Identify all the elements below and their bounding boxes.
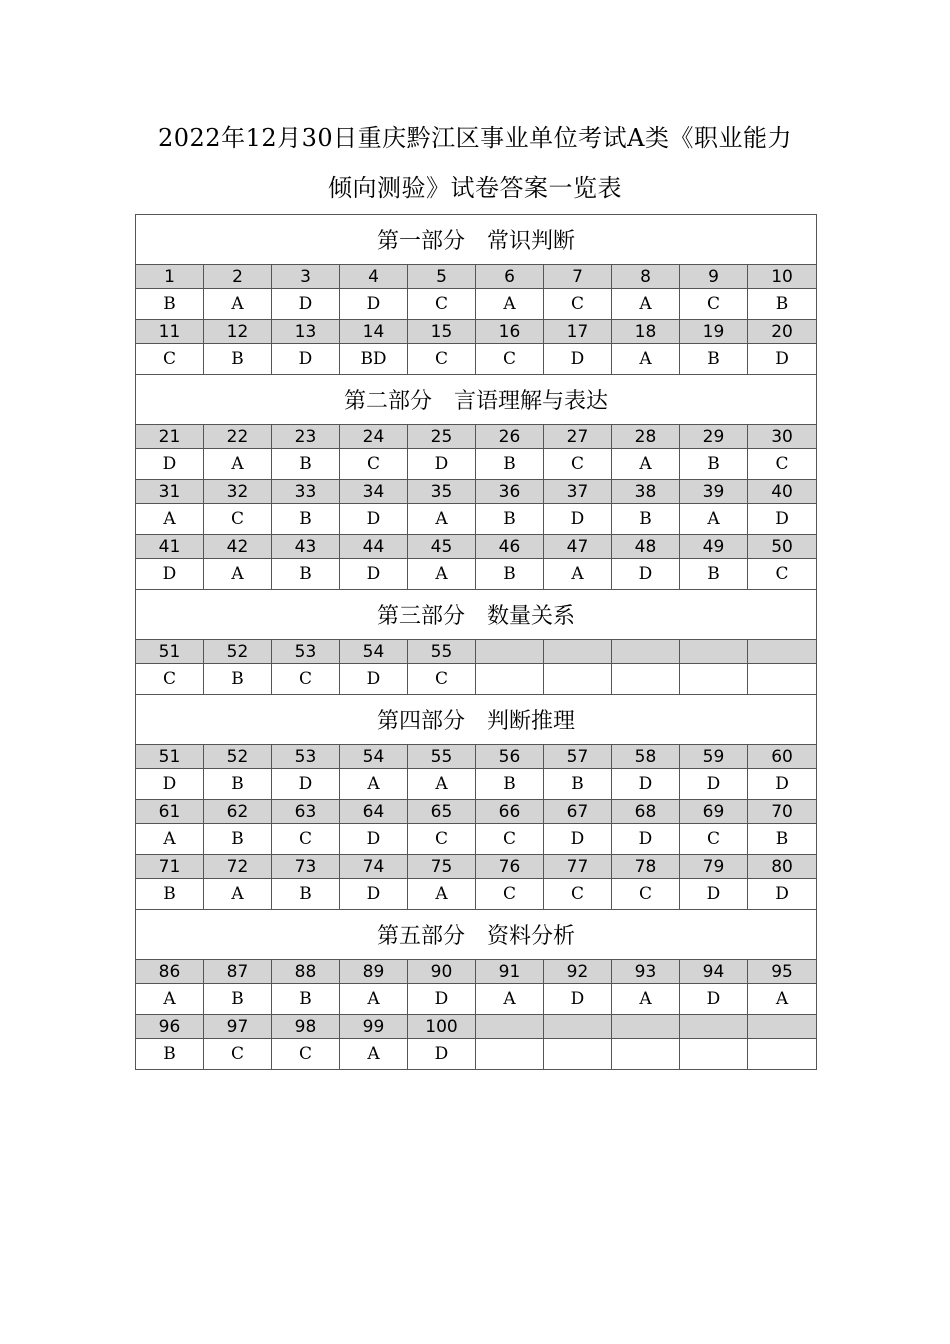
question-number-cell: 18 — [612, 320, 680, 344]
question-number-cell: 99 — [340, 1015, 408, 1039]
question-number-cell: 97 — [204, 1015, 272, 1039]
answer-cell: C — [272, 1039, 340, 1070]
question-number-cell — [544, 1015, 612, 1039]
answer-cell: B — [204, 984, 272, 1015]
answer-cell: D — [408, 449, 476, 480]
question-number-cell: 25 — [408, 425, 476, 449]
question-number-cell: 74 — [340, 855, 408, 879]
question-number-cell: 89 — [340, 960, 408, 984]
answer-cell: A — [408, 559, 476, 590]
answer-cell: D — [408, 1039, 476, 1070]
question-number-cell: 55 — [408, 745, 476, 769]
section-header-row — [136, 695, 817, 745]
section-heading: 第四部分 判断推理 — [136, 695, 817, 745]
question-number-cell: 3 — [272, 265, 340, 289]
answer-cell: D — [544, 504, 612, 535]
answer-cell: D — [748, 879, 817, 910]
question-number-cell: 35 — [408, 480, 476, 504]
answer-cell: A — [748, 984, 817, 1015]
answer-cell: B — [136, 289, 204, 320]
answer-row — [136, 449, 817, 480]
section-heading: 第一部分 常识判断 — [136, 215, 817, 265]
question-number-cell: 53 — [272, 640, 340, 664]
question-number-cell: 64 — [340, 800, 408, 824]
question-number-cell: 93 — [612, 960, 680, 984]
question-number-cell: 33 — [272, 480, 340, 504]
answer-cell: B — [204, 824, 272, 855]
answer-cell: C — [748, 449, 817, 480]
question-number-cell: 52 — [204, 745, 272, 769]
answer-cell: B — [136, 879, 204, 910]
answer-cell — [680, 664, 748, 695]
answer-cell: B — [748, 824, 817, 855]
answer-cell: D — [136, 769, 204, 800]
question-number-cell: 86 — [136, 960, 204, 984]
question-number-cell: 47 — [544, 535, 612, 559]
answer-row — [136, 344, 817, 375]
question-number-cell: 45 — [408, 535, 476, 559]
question-number-cell: 63 — [272, 800, 340, 824]
answer-cell: B — [272, 449, 340, 480]
answer-cell: D — [544, 984, 612, 1015]
answer-cell: C — [136, 664, 204, 695]
question-number-cell: 16 — [476, 320, 544, 344]
document-title-line-1: 2022年12月30日重庆黔江区事业单位考试A类《职业能力 — [158, 124, 792, 152]
question-number-cell: 92 — [544, 960, 612, 984]
answer-cell: D — [136, 559, 204, 590]
answer-cell: B — [476, 769, 544, 800]
answer-cell — [544, 1039, 612, 1070]
question-number-cell: 6 — [476, 265, 544, 289]
question-number-cell: 37 — [544, 480, 612, 504]
answer-row — [136, 769, 817, 800]
answer-cell: C — [408, 344, 476, 375]
question-number-cell: 98 — [272, 1015, 340, 1039]
question-number-cell: 36 — [476, 480, 544, 504]
answer-cell — [544, 664, 612, 695]
answer-cell: B — [612, 504, 680, 535]
answer-cell: D — [612, 559, 680, 590]
question-number-cell: 95 — [748, 960, 817, 984]
section-header-row — [136, 215, 817, 265]
question-number-cell: 59 — [680, 745, 748, 769]
question-number-cell — [680, 640, 748, 664]
answer-cell: A — [408, 769, 476, 800]
question-number-cell: 41 — [136, 535, 204, 559]
section-header-row — [136, 590, 817, 640]
question-number-cell: 12 — [204, 320, 272, 344]
section-heading: 第三部分 数量关系 — [136, 590, 817, 640]
question-number-cell — [476, 640, 544, 664]
answer-cell: D — [612, 824, 680, 855]
question-number-cell: 51 — [136, 640, 204, 664]
answer-cell: D — [340, 824, 408, 855]
question-number-cell: 75 — [408, 855, 476, 879]
answer-cell: C — [408, 664, 476, 695]
answer-cell: C — [272, 664, 340, 695]
question-number-cell: 73 — [272, 855, 340, 879]
answer-cell — [748, 664, 817, 695]
question-number-row — [136, 320, 817, 344]
answer-cell: D — [340, 559, 408, 590]
answer-row — [136, 984, 817, 1015]
question-number-cell: 50 — [748, 535, 817, 559]
question-number-cell: 87 — [204, 960, 272, 984]
question-number-cell: 90 — [408, 960, 476, 984]
answer-cell: C — [544, 289, 612, 320]
question-number-cell: 10 — [748, 265, 817, 289]
question-number-cell: 23 — [272, 425, 340, 449]
answer-cell: D — [680, 879, 748, 910]
question-number-cell: 53 — [272, 745, 340, 769]
question-number-cell: 61 — [136, 800, 204, 824]
question-number-row — [136, 745, 817, 769]
question-number-cell: 94 — [680, 960, 748, 984]
answer-cell: B — [272, 559, 340, 590]
question-number-cell: 24 — [340, 425, 408, 449]
answer-cell: D — [340, 664, 408, 695]
question-number-row — [136, 855, 817, 879]
answer-cell: A — [476, 984, 544, 1015]
answer-cell: C — [476, 879, 544, 910]
question-number-row — [136, 535, 817, 559]
question-number-cell: 69 — [680, 800, 748, 824]
answer-cell: D — [272, 289, 340, 320]
answer-cell: B — [272, 879, 340, 910]
answer-cell: C — [476, 824, 544, 855]
answer-row — [136, 824, 817, 855]
question-number-cell: 39 — [680, 480, 748, 504]
answer-cell: A — [476, 289, 544, 320]
question-number-cell: 76 — [476, 855, 544, 879]
answer-cell: A — [136, 984, 204, 1015]
answer-cell: B — [748, 289, 817, 320]
question-number-cell: 32 — [204, 480, 272, 504]
question-number-row — [136, 800, 817, 824]
question-number-cell: 7 — [544, 265, 612, 289]
question-number-row — [136, 1015, 817, 1039]
question-number-cell — [476, 1015, 544, 1039]
answer-cell: D — [680, 984, 748, 1015]
answer-cell: C — [204, 504, 272, 535]
answer-cell: D — [544, 344, 612, 375]
answer-cell: B — [476, 504, 544, 535]
question-number-cell: 28 — [612, 425, 680, 449]
question-number-cell: 22 — [204, 425, 272, 449]
answer-cell: C — [680, 824, 748, 855]
question-number-cell: 26 — [476, 425, 544, 449]
answer-row — [136, 289, 817, 320]
question-number-cell: 67 — [544, 800, 612, 824]
answer-cell: B — [204, 769, 272, 800]
answer-cell — [476, 1039, 544, 1070]
answer-cell: BD — [340, 344, 408, 375]
question-number-cell — [748, 640, 817, 664]
answer-cell: A — [408, 504, 476, 535]
section-header-row — [136, 375, 817, 425]
question-number-cell: 15 — [408, 320, 476, 344]
answer-cell: A — [612, 289, 680, 320]
question-number-cell: 71 — [136, 855, 204, 879]
question-number-row — [136, 640, 817, 664]
answer-cell: A — [612, 449, 680, 480]
answer-cell: A — [204, 879, 272, 910]
answer-cell: A — [204, 449, 272, 480]
answer-cell: D — [340, 504, 408, 535]
question-number-row — [136, 265, 817, 289]
question-number-cell: 49 — [680, 535, 748, 559]
answer-cell — [680, 1039, 748, 1070]
section-heading: 第二部分 言语理解与表达 — [136, 375, 817, 425]
answer-cell: B — [272, 504, 340, 535]
answer-cell: A — [340, 984, 408, 1015]
answer-table — [135, 214, 817, 1070]
answer-cell: B — [476, 449, 544, 480]
answer-row — [136, 879, 817, 910]
question-number-cell — [612, 1015, 680, 1039]
answer-cell: D — [612, 769, 680, 800]
question-number-cell: 48 — [612, 535, 680, 559]
question-number-cell: 11 — [136, 320, 204, 344]
question-number-row — [136, 425, 817, 449]
answer-cell: D — [340, 289, 408, 320]
question-number-row — [136, 480, 817, 504]
question-number-cell: 88 — [272, 960, 340, 984]
answer-cell: D — [408, 984, 476, 1015]
answer-cell: C — [408, 824, 476, 855]
answer-cell: A — [204, 559, 272, 590]
answer-cell: D — [748, 769, 817, 800]
answer-cell: D — [680, 769, 748, 800]
question-number-cell: 38 — [612, 480, 680, 504]
question-number-row — [136, 960, 817, 984]
question-number-cell: 44 — [340, 535, 408, 559]
question-number-cell: 21 — [136, 425, 204, 449]
answer-row — [136, 504, 817, 535]
answer-cell: A — [612, 344, 680, 375]
question-number-cell: 57 — [544, 745, 612, 769]
answer-cell: B — [204, 664, 272, 695]
answer-cell: C — [748, 559, 817, 590]
section-header-row — [136, 910, 817, 960]
answer-cell: C — [612, 879, 680, 910]
answer-cell: C — [204, 1039, 272, 1070]
question-number-cell: 8 — [612, 265, 680, 289]
question-number-cell: 29 — [680, 425, 748, 449]
question-number-cell: 43 — [272, 535, 340, 559]
question-number-cell: 42 — [204, 535, 272, 559]
answer-cell: D — [272, 344, 340, 375]
answer-cell: D — [272, 769, 340, 800]
question-number-cell: 80 — [748, 855, 817, 879]
question-number-cell: 79 — [680, 855, 748, 879]
question-number-cell: 27 — [544, 425, 612, 449]
answer-cell: A — [204, 289, 272, 320]
answer-cell: A — [136, 824, 204, 855]
answer-cell: D — [544, 824, 612, 855]
answer-cell: B — [136, 1039, 204, 1070]
question-number-cell: 96 — [136, 1015, 204, 1039]
question-number-cell: 2 — [204, 265, 272, 289]
question-number-cell: 4 — [340, 265, 408, 289]
answer-cell: C — [408, 289, 476, 320]
question-number-cell: 54 — [340, 745, 408, 769]
question-number-cell: 58 — [612, 745, 680, 769]
question-number-cell: 100 — [408, 1015, 476, 1039]
answer-cell: B — [476, 559, 544, 590]
question-number-cell — [748, 1015, 817, 1039]
question-number-cell: 54 — [340, 640, 408, 664]
answer-cell: D — [136, 449, 204, 480]
question-number-cell: 72 — [204, 855, 272, 879]
answer-row — [136, 559, 817, 590]
answer-cell: C — [544, 879, 612, 910]
answer-cell: B — [680, 559, 748, 590]
answer-cell — [476, 664, 544, 695]
answer-cell — [748, 1039, 817, 1070]
answer-cell — [612, 664, 680, 695]
question-number-cell: 46 — [476, 535, 544, 559]
question-number-cell: 20 — [748, 320, 817, 344]
answer-cell: D — [340, 879, 408, 910]
question-number-cell: 34 — [340, 480, 408, 504]
question-number-cell: 78 — [612, 855, 680, 879]
question-number-cell: 56 — [476, 745, 544, 769]
question-number-cell: 62 — [204, 800, 272, 824]
answer-cell: D — [748, 504, 817, 535]
answer-cell: C — [340, 449, 408, 480]
question-number-cell — [612, 640, 680, 664]
answer-cell: B — [272, 984, 340, 1015]
answer-cell: C — [544, 449, 612, 480]
answer-cell: C — [476, 344, 544, 375]
question-number-cell: 77 — [544, 855, 612, 879]
question-number-cell: 14 — [340, 320, 408, 344]
answer-cell: B — [544, 769, 612, 800]
answer-cell — [612, 1039, 680, 1070]
section-heading: 第五部分 资料分析 — [136, 910, 817, 960]
question-number-cell: 51 — [136, 745, 204, 769]
question-number-cell: 91 — [476, 960, 544, 984]
question-number-cell: 17 — [544, 320, 612, 344]
question-number-cell: 1 — [136, 265, 204, 289]
answer-cell: D — [748, 344, 817, 375]
question-number-cell — [680, 1015, 748, 1039]
answer-cell: A — [408, 879, 476, 910]
answer-cell: C — [272, 824, 340, 855]
question-number-cell: 66 — [476, 800, 544, 824]
answer-cell: B — [680, 449, 748, 480]
question-number-cell: 31 — [136, 480, 204, 504]
question-number-cell: 13 — [272, 320, 340, 344]
answer-row — [136, 664, 817, 695]
answer-cell: A — [136, 504, 204, 535]
question-number-cell: 55 — [408, 640, 476, 664]
question-number-cell: 70 — [748, 800, 817, 824]
answer-cell: A — [340, 1039, 408, 1070]
question-number-cell: 19 — [680, 320, 748, 344]
question-number-cell: 5 — [408, 265, 476, 289]
question-number-cell: 40 — [748, 480, 817, 504]
answer-cell: A — [680, 504, 748, 535]
answer-cell: B — [680, 344, 748, 375]
answer-cell: A — [544, 559, 612, 590]
answer-row — [136, 1039, 817, 1070]
question-number-cell: 65 — [408, 800, 476, 824]
question-number-cell: 68 — [612, 800, 680, 824]
document-title-line-2: 倾向测验》试卷答案一览表 — [328, 174, 622, 202]
question-number-cell: 60 — [748, 745, 817, 769]
question-number-cell: 30 — [748, 425, 817, 449]
answer-cell: C — [136, 344, 204, 375]
question-number-cell: 9 — [680, 265, 748, 289]
answer-cell: C — [680, 289, 748, 320]
answer-cell: A — [612, 984, 680, 1015]
answer-cell: B — [204, 344, 272, 375]
answer-cell: A — [340, 769, 408, 800]
question-number-cell — [544, 640, 612, 664]
question-number-cell: 52 — [204, 640, 272, 664]
